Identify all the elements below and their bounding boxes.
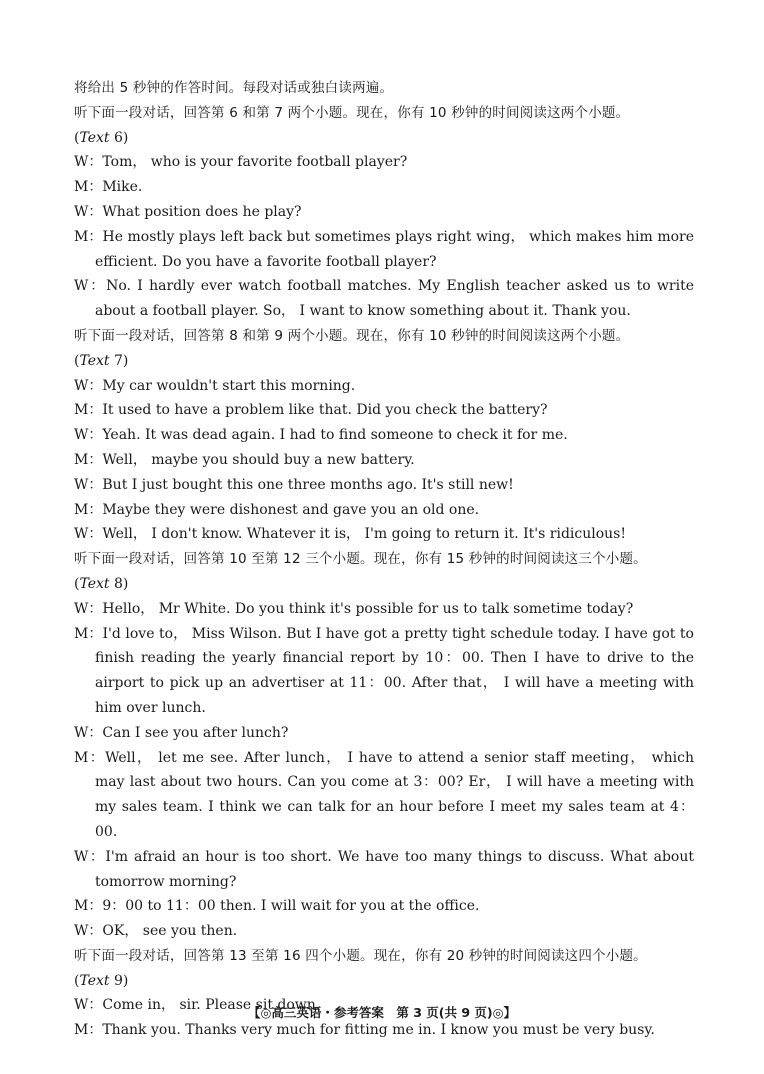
text-label-open: (: [74, 575, 80, 592]
text-label-number: 6): [109, 129, 129, 146]
dialogue-line: W：Yeah. It was dead again. I had to find someone to check it for me.: [74, 427, 568, 444]
dialogue-line: M：Well， maybe you should buy a new battery.: [74, 451, 415, 468]
text-label-number: 7): [109, 352, 129, 369]
dialogue-line: W：Can I see you after lunch?: [74, 724, 289, 741]
text-label-word: Text: [79, 129, 110, 146]
dialogue-line: M：It used to have a problem like that. Did you check the battery?: [74, 402, 548, 419]
dialogue-line: W：Tom， who is your favorite football player?: [74, 154, 408, 171]
text-label-word: Text: [79, 352, 110, 369]
text-label-word: Text: [79, 972, 110, 989]
dialogue-line: M：Well， let me see. After lunch， I have to attend a senior staff meeting， which may last about two hours. Can you come at 3：00? Er， I will have a meeting with my sales team. I think we can talk for an hour before I meet my sales team at 4：00.: [74, 749, 694, 840]
text-label-number: 9): [109, 972, 129, 989]
section-instruction: 听下面一段对话，回答第 6 和第 7 两个小题。现在，你有 10 秒钟的时间阅读这两个小题。: [74, 104, 630, 121]
text-label-number: 8): [109, 575, 129, 592]
text-label-open: (: [74, 129, 80, 146]
dialogue-line: W：Come in， sir. Please sit down.: [74, 997, 321, 1014]
dialogue-line: W：My car wouldn't start this morning.: [74, 377, 356, 394]
text-label: [74, 572, 694, 597]
intro-line: 将给出 5 秒钟的作答时间。每段对话或独白读两遍。: [74, 80, 394, 96]
dialogue-line: W：I'm afraid an hour is too short. We have too many things to discuss. What about tomorrow morning?: [74, 848, 694, 890]
dialogue-line: M：He mostly plays left back but sometimes plays right wing， which makes him more efficient. Do you have a favorite football player?: [74, 228, 694, 270]
text-label: [74, 969, 694, 994]
dialogue-line: W：Well， I don't know. Whatever it is， I'm going to return it. It's ridiculous!: [74, 526, 626, 543]
dialogue-line: M：I'd love to， Miss Wilson. But I have got a pretty tight schedule today. I have got to finish reading the yearly financial report by 10：00. Then I have to drive to the airport to pick up an advertiser at 11：00. After that， I will have a meeting with him over lunch.: [74, 625, 694, 716]
dialogue-line: W：What position does he play?: [74, 203, 302, 220]
dialogue-line: W：No. I hardly ever watch football matches. My English teacher asked us to write about a football player. So， I want to know something about it. Thank you.: [74, 278, 694, 320]
dialogue-line: W：But I just bought this one three months ago. It's still new!: [74, 476, 514, 493]
section-instruction: 听下面一段对话，回答第 10 至第 12 三个小题。现在，你有 15 秒钟的时间阅读这三个小题。: [74, 551, 647, 568]
section-instruction: 听下面一段对话，回答第 13 至第 16 四个小题。现在，你有 20 秒钟的时间阅读这四个小题。: [74, 947, 647, 964]
text-label: [74, 126, 694, 151]
dialogue-line: M：9：00 to 11：00 then. I will wait for you at the office.: [74, 898, 480, 915]
section-instruction: 听下面一段对话，回答第 8 和第 9 两个小题。现在，你有 10 秒钟的时间阅读这两个小题。: [74, 327, 630, 344]
text-label-open: (: [74, 352, 80, 369]
dialogue-line: M：Thank you. Thanks very much for fitting me in. I know you must be very busy.: [74, 1022, 655, 1039]
text-label: [74, 349, 694, 374]
text-label-word: Text: [79, 575, 110, 592]
page-footer: 【◎高三英语・参考答案 第 3 页(共 9 页)◎】: [247, 1005, 517, 1020]
dialogue-line: M：Mike.: [74, 179, 143, 196]
dialogue-line: W：Hello， Mr White. Do you think it's possible for us to talk sometime today?: [74, 600, 634, 617]
dialogue-line: M：Maybe they were dishonest and gave you an old one.: [74, 501, 480, 518]
document-body: [74, 76, 694, 1043]
text-label-open: (: [74, 972, 80, 989]
dialogue-line: W：OK， see you then.: [74, 923, 238, 940]
